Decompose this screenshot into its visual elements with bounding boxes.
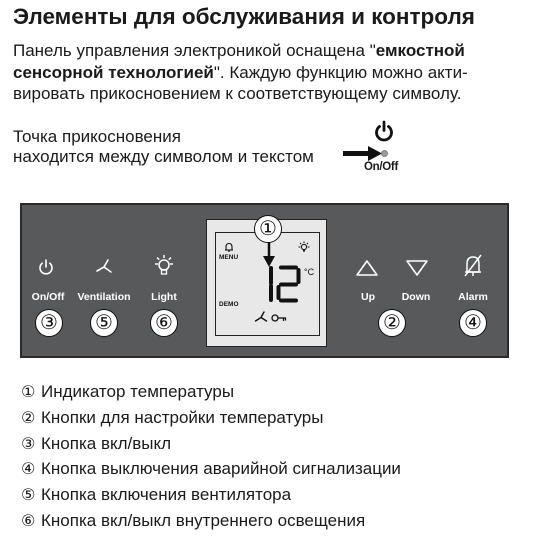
intro-text: ". Каждую функцию можно акти- xyxy=(213,62,468,82)
temperature-digits xyxy=(261,265,303,303)
celsius-unit: °C xyxy=(304,267,315,277)
demo-indicator: DEMO xyxy=(219,301,239,308)
up-button[interactable]: Up xyxy=(361,291,375,303)
legend-item: ① Индикатор температуры xyxy=(21,382,235,401)
legend-item: ③ Кнопка вкл/выкл xyxy=(21,433,172,453)
key-icon xyxy=(271,313,287,323)
legend-item: ⑥ Кнопка вкл/выкл внутреннего освещения xyxy=(21,510,366,530)
bell-icon xyxy=(224,242,234,252)
touch-point-note xyxy=(13,127,363,166)
arrow-down-icon xyxy=(262,242,276,268)
triangle-up-icon[interactable] xyxy=(355,259,379,277)
fan-icon[interactable] xyxy=(94,257,114,277)
light-icon xyxy=(298,241,310,253)
touch-note-line: Точка прикосновения xyxy=(13,127,181,146)
callout-5: ⑤ xyxy=(90,309,118,337)
control-panel xyxy=(20,203,509,358)
callout-4: ④ xyxy=(459,309,487,337)
temperature-value xyxy=(216,233,217,234)
callout-3: ③ xyxy=(35,309,63,337)
callout-1: ① xyxy=(254,215,282,243)
down-button[interactable]: Down xyxy=(401,291,431,303)
fan-icon xyxy=(254,311,268,323)
on-off-button[interactable]: On/Off xyxy=(31,291,65,303)
power-icon[interactable] xyxy=(37,258,55,276)
intro-text: вировать прикосновением к соответствующему символу. xyxy=(13,84,462,103)
callout-2: ② xyxy=(378,309,406,337)
ventilation-button[interactable]: Ventilation xyxy=(77,291,131,303)
light-button[interactable]: Light xyxy=(151,291,177,303)
intro-paragraph xyxy=(13,40,553,105)
triangle-down-icon[interactable] xyxy=(405,259,429,277)
intro-bold: емкостной xyxy=(375,41,465,60)
menu-indicator: MENU xyxy=(219,254,239,261)
legend-item: ② Кнопки для настройки температуры xyxy=(21,407,324,427)
temperature-display xyxy=(206,216,327,347)
on-off-demo-label: On/Off xyxy=(364,161,398,173)
legend-list xyxy=(21,379,541,534)
legend-item: ⑤ Кнопка включения вентилятора xyxy=(21,485,292,505)
power-icon xyxy=(373,120,395,142)
callout-6: ⑥ xyxy=(150,309,178,337)
light-icon[interactable] xyxy=(152,253,176,279)
bell-off-icon[interactable] xyxy=(462,253,484,279)
touch-note-line: находится между символом и текстом xyxy=(13,146,314,166)
touch-point-demo xyxy=(340,114,420,180)
alarm-button[interactable]: Alarm xyxy=(458,291,488,303)
intro-bold: сенсорной технологией xyxy=(13,62,214,82)
legend-item: ④ Кнопка выключения аварийной сигнализации xyxy=(21,459,401,479)
page-title: Элементы для обслуживания и контроля xyxy=(13,4,475,29)
intro-text: Панель управления электроникой оснащена " xyxy=(13,41,376,60)
